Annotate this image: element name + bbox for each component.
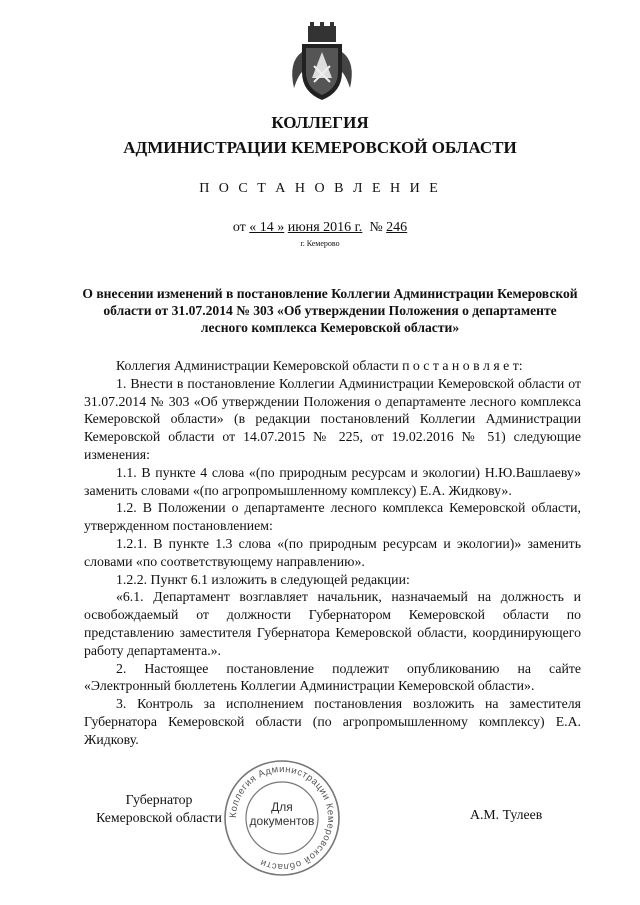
stamp-ring-text: Коллегия Администрации Кемеровской области xyxy=(227,763,337,873)
date-day: « 14 » xyxy=(249,220,285,235)
document-type: П О С Т А Н О В Л Е Н И Е xyxy=(199,181,441,196)
org-name-line2: АДМИНИСТРАЦИИ КЕМЕРОВСКОЙ ОБЛАСТИ xyxy=(123,138,517,157)
body-paragraph: 1.2. В Положении о департаменте лесного комплекса Кемеровской области, утвержденном постановлением: xyxy=(84,500,581,534)
body-paragraph: 3. Контроль за исполнением постановления возложить на заместителя Губернатора Кемеровской области (по агропромышленному комплексу) Е.А. Жидкову. xyxy=(84,696,581,747)
body-paragraph: «6.1. Департамент возглавляет начальник, назначаемый на должность и освобождаемый от должности Губернатором Кемеровской области по представлению заместителя Губернатора Кемеровской области, координирующего работу департамента.». xyxy=(84,589,581,658)
body-paragraph: 1.2.2. Пункт 6.1 изложить в следующей редакции: xyxy=(116,571,410,587)
signatory-title-line1: Губернатор xyxy=(125,792,193,807)
stamp-center-text xyxy=(248,800,316,828)
date-month-year: июня 2016 г. xyxy=(287,220,363,235)
body-paragraph: 1.2.1. В пункте 1.3 слова «(по природным ресурсам и экологии)» заменить словами «по соответствующему направлению». xyxy=(84,535,581,569)
org-name-line1: КОЛЛЕГИЯ xyxy=(271,113,369,132)
number-sign: № xyxy=(369,220,383,235)
body-paragraph: Коллегия Администрации Кемеровской области п о с т а н о в л я е т: xyxy=(116,358,523,373)
document-body xyxy=(84,357,581,749)
stamp-center-line1: Для xyxy=(271,800,293,814)
signatory-title-line2: Кемеровской области xyxy=(96,809,222,825)
city-label: г. Кемерово xyxy=(300,239,340,248)
document-number: 246 xyxy=(386,220,408,235)
body-paragraph: 1.1. В пункте 4 слова «(по природным ресурсам и экологии) Н.Ю.Вашлаеву» заменить словами «(по агропромышленному комплексу) Е.А. Жидкову». xyxy=(84,464,581,498)
body-paragraph: 2. Настоящее постановление подлежит опубликованию на сайте «Электронный бюллетень Коллегии Администрации Кемеровской области». xyxy=(84,660,581,694)
date-line xyxy=(0,220,640,236)
signatory-title xyxy=(84,791,234,827)
document-title: О внесении изменений в постановление Коллегии Администрации Кемеровской области от 31.07.2014 № 303 «Об утверждении Положения о департаменте лесного комплекса Кемеровской области» xyxy=(82,286,578,335)
coat-of-arms-icon xyxy=(288,22,356,104)
stamp-center-line2: документов xyxy=(249,814,315,828)
signatory-name: А.М. Тулеев xyxy=(470,807,543,822)
body-paragraph: 1. Внести в постановление Коллегии Администрации Кемеровской области от 31.07.2014 № 303 «Об утверждении Положения о департаменте лесного комплекса Кемеровской области» (в редакции постановлений Коллегии Администрации Кемеровской области от 14.07.2015 № 225, от 19.02.2016 № 51) следующие изменения: xyxy=(84,375,581,462)
date-prefix: от xyxy=(232,220,246,235)
